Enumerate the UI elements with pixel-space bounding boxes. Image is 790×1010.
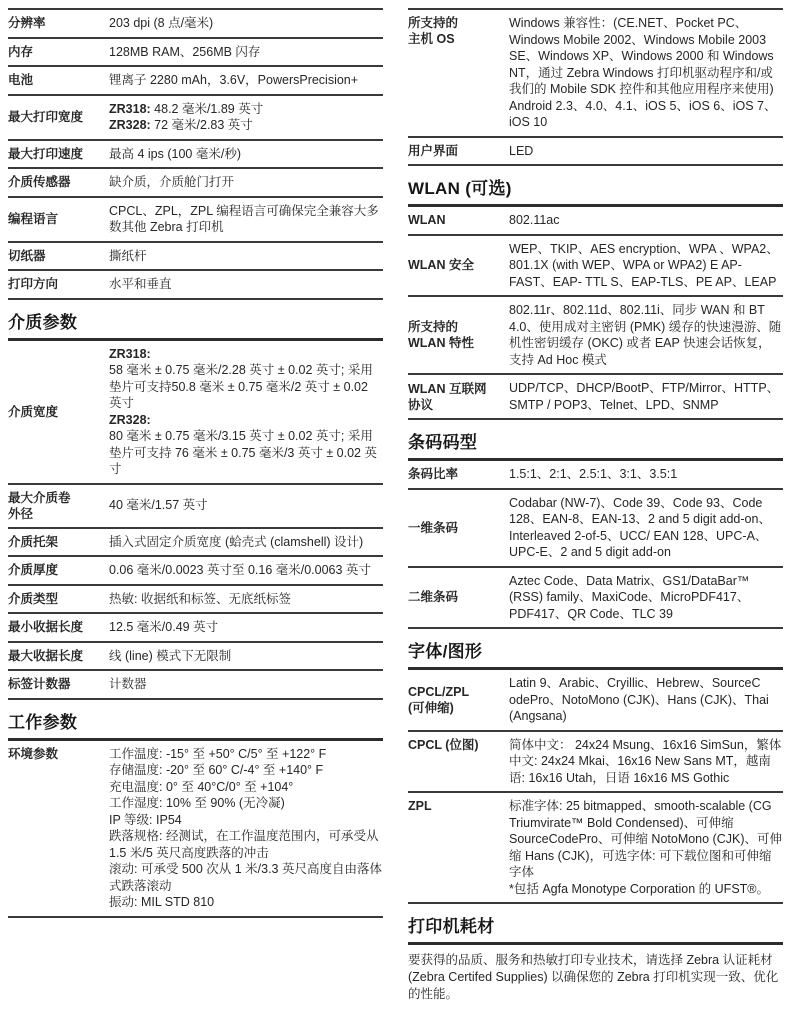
spec-row (408, 670, 783, 732)
spec-value-line (109, 412, 383, 429)
spec-value-text: WEP、TKIP、AES encryption、WPA 、WPA2、801.1X (with WEP、WPA or WPA2) E AP- FAST、EAP- TTL S、EAP-TLS、PE AP、LEAP (509, 241, 779, 289)
spec-table (408, 670, 783, 904)
spec-value-text: Aztec Code、Data Matrix、GS1/DataBar™ (RSS) family、MaxiCode、MicroPDF417、PDF417、QR Code、TLC 39 (509, 573, 750, 621)
spec-value-text: 203 dpi (8 点/毫米) (109, 16, 214, 30)
spec-label-line: CPCL/ZPL (408, 684, 470, 699)
spec-value-text: 80 毫米 ± 0.75 毫米/3.15 英寸 ± 0.02 英寸; 采用垫片可支持 76 毫米 ± 0.75 毫米/3 英寸 ± 0.02 英寸 (109, 429, 377, 476)
spec-value (109, 203, 383, 236)
spec-value-line (109, 101, 383, 118)
spec-row (408, 732, 783, 794)
spec-value-line (509, 675, 783, 725)
spec-value (509, 302, 783, 368)
spec-label (408, 684, 509, 716)
spec-label (408, 381, 509, 413)
spec-label-line: 切纸器 (8, 248, 46, 263)
spec-label-line: CPCL (位图) (408, 737, 479, 752)
spec-label (8, 72, 109, 88)
spec-value (109, 174, 383, 191)
spec-value-text: 72 毫米/2.83 英寸 (150, 118, 253, 132)
spec-value-text: 58 毫米 ± 0.75 毫米/2.28 英寸 ± 0.02 英寸; 采用垫片可支持50.8 毫米 ± 0.75 毫米/2 英寸 ± 0.02 英寸 (109, 363, 373, 410)
spec-label-line: 一维条码 (408, 520, 459, 535)
spec-value-text: IP 等级: IP54 (109, 812, 182, 827)
spec-value-line (109, 762, 383, 779)
spec-row (408, 793, 783, 904)
spec-label (408, 798, 509, 814)
spec-label (408, 319, 509, 351)
spec-table (408, 8, 783, 166)
spec-value-text: *包括 Agfa Monotype Corporation 的 UFST®。 (509, 881, 769, 896)
spec-label-line: 二维条码 (408, 590, 459, 605)
spec-label-line: 主机 OS (408, 32, 455, 46)
spec-table (8, 8, 383, 300)
spec-label-line: 介质类型 (8, 591, 59, 606)
spec-value-line (109, 276, 383, 293)
spec-label-line: 外径 (8, 506, 34, 521)
spec-label-line: WLAN (408, 213, 446, 228)
spec-row (8, 643, 383, 672)
spec-label-line: 所支持的 (408, 320, 459, 334)
spec-value-text: Codabar (NW-7)、Code 39、Code 93、Code 128、EAN-8、EAN-13、2 and 5 digit add-on、Interleaved 2-of-5、UCC/ EAN 128、UPC-A、UPC-E、2 and 5 digit add-on (509, 495, 771, 559)
spec-value-text: 滚动: 可承受 500 次从 1 米/3.3 英尺高度自由落体式跌落滚动 (109, 862, 382, 893)
spec-label (408, 143, 509, 159)
spec-value-line (109, 894, 383, 911)
spec-value-text: 缺介质，介质舱门打开 (109, 175, 235, 189)
spec-label-line: 介质托架 (8, 534, 59, 549)
spec-value-line (109, 44, 383, 61)
spec-value-line (109, 676, 383, 693)
spec-row (8, 485, 383, 529)
spec-label (8, 109, 109, 125)
spec-label (8, 276, 109, 292)
spec-value-line (109, 72, 383, 89)
spec-label (8, 490, 109, 522)
spec-row (8, 671, 383, 700)
spec-value-line (109, 117, 383, 134)
spec-value-line (109, 497, 383, 514)
spec-value (109, 562, 383, 579)
spec-value-line (509, 573, 783, 623)
spec-value-text: 工作温度: -15° 至 +50° C/5° 至 +122° F (109, 746, 327, 761)
spec-row (408, 297, 783, 375)
spec-value-line (109, 828, 383, 861)
spec-label-line: 所支持的 (408, 16, 459, 30)
spec-value-line (109, 15, 383, 32)
spec-table (8, 741, 383, 918)
spec-label-line: 内存 (8, 44, 34, 59)
spec-label (8, 248, 109, 264)
spec-value-line (109, 174, 383, 191)
spec-value-line (109, 534, 383, 551)
spec-value-line (509, 737, 783, 787)
spec-label-line: 最小收据长度 (8, 620, 84, 635)
spec-table (408, 461, 783, 629)
spec-label (408, 737, 509, 753)
spec-value (509, 241, 783, 291)
spec-value (109, 72, 383, 89)
spec-value-text: 锂离子 2280 mAh，3.6V，PowersPrecision+ (109, 73, 359, 87)
spec-label (8, 146, 109, 162)
spec-value-line (509, 380, 783, 413)
spec-value-line (509, 881, 783, 898)
spec-label (8, 619, 109, 635)
spec-value-text: 插入式固定介质宽度 (蛤壳式 (clamshell) 设计) (109, 534, 364, 549)
spec-label (8, 404, 109, 420)
spec-value-line (109, 746, 383, 763)
spec-value-text: Windows 兼容性：(CE.NET、Pocket PC、Windows Mobile 2002、Windows Mobile 2003 SE、Windows XP、Windows 2000 和 Windows NT，通过 Zebra Windows 打印机驱动程序和/或我们的 Mobile SDK 控件和其他应用程序来使用) Android 2.3、4.0、4.1、iOS 5、iOS 6、iOS 7、iOS 10 (509, 16, 777, 129)
spec-value-text: 撕纸杆 (109, 248, 147, 263)
spec-value (509, 466, 783, 483)
spec-value-text: 802.11r、802.11d、802.11i、同步 WAN 和 BT 4.0、使用成对主密钥 (PMK) 缓存的快速漫游、随机性密钥缓存 (OKC) 或者 EAP 快速会话恢复，支持 Ad Hoc 模式 (509, 303, 782, 367)
right-column (408, 8, 783, 1010)
spec-value (509, 15, 783, 131)
spec-value-line (509, 212, 783, 229)
spec-value-text: 线 (line) 模式下无限制 (109, 648, 232, 663)
spec-row (8, 341, 383, 485)
spec-value (109, 534, 383, 551)
spec-label-line: 最大打印速度 (8, 146, 84, 161)
spec-value (109, 648, 383, 665)
spec-value (509, 573, 783, 623)
spec-row (8, 271, 383, 300)
spec-value (109, 15, 383, 32)
spec-label (8, 591, 109, 607)
section-header: 工作参数 (8, 700, 383, 741)
spec-value-text: 充电温度: 0° 至 40°C/0° 至 +104° (109, 779, 294, 794)
spec-label-line: 用户界面 (408, 143, 459, 158)
spec-value-line (509, 302, 783, 368)
spec-value-text: 最高 4 ips (100 毫米/秒) (109, 146, 241, 161)
spec-label-line: ZPL (408, 799, 432, 813)
spec-value-text: 存储温度: -20° 至 60° C/-4° 至 +140° F (109, 763, 324, 777)
spec-value-text: 跌落规格: 经测试，在工作温度范围内，可承受从 1.5 米/5 英尺高度跌落的冲击 (109, 829, 379, 860)
spec-value-line (109, 248, 383, 265)
spec-value-bold: ZR328: (109, 412, 151, 427)
spec-value-text: 简体中文： 24x24 Msung、16x16 SimSun，繁体中文: 24x24 Mkai、16x16 New Sans MT，越南语: 16x16 Utah，日语 16x16 MS Gothic (509, 737, 782, 785)
spec-value-text: CPCL、ZPL，ZPL 编程语言可确保完全兼容大多数其他 Zebra 打印机 (109, 203, 379, 234)
spec-value (509, 675, 783, 725)
spec-value (109, 146, 383, 163)
spec-value (509, 495, 783, 561)
spec-value-text: LED (509, 143, 534, 158)
spec-row (8, 169, 383, 198)
spec-value (509, 212, 783, 229)
spec-value-text: 40 毫米/1.57 英寸 (109, 498, 208, 513)
spec-row (408, 10, 783, 138)
spec-value-line (109, 812, 383, 829)
spec-row (408, 461, 783, 490)
spec-label-line: 协议 (408, 397, 434, 412)
spec-value-text: 计数器 (109, 677, 147, 691)
spec-row (408, 568, 783, 630)
spec-value-line (109, 203, 383, 236)
spec-row (408, 236, 783, 298)
section-header: WLAN (可选) (408, 166, 783, 207)
spec-label (8, 562, 109, 578)
spec-value (109, 346, 383, 478)
spec-value (109, 676, 383, 693)
spec-value-line (509, 241, 783, 291)
spec-label (8, 44, 109, 60)
spec-label-line: 介质宽度 (8, 404, 59, 419)
spec-value-line (509, 495, 783, 561)
spec-label-line: 最大打印宽度 (8, 110, 84, 124)
spec-row (8, 741, 383, 918)
spec-value-bold: ZR328: (109, 118, 151, 132)
spec-value-text: 振动: MIL STD 810 (109, 895, 215, 909)
section-header: 字体/图形 (408, 629, 783, 670)
left-column (8, 8, 383, 1010)
spec-label-line: 条码比率 (408, 467, 459, 482)
spec-value-text: 0.06 毫米/0.0023 英寸至 0.16 毫米/0.0063 英寸 (109, 563, 371, 577)
spec-value-line (109, 779, 383, 796)
spec-label-line: 分辨率 (8, 16, 46, 31)
spec-value (109, 497, 383, 514)
spec-label (8, 174, 109, 190)
spec-value (109, 746, 383, 911)
spec-label-line: 环境参数 (8, 746, 59, 761)
spec-table (408, 207, 783, 420)
spec-value (109, 248, 383, 265)
spec-value-line (109, 591, 383, 608)
spec-value-text: 128MB RAM、256MB 闪存 (109, 44, 261, 59)
spec-label-line: (可伸缩) (408, 700, 454, 715)
spec-value-text: 热敏: 收据纸和标签、无底纸标签 (109, 591, 291, 606)
spec-value-line (509, 798, 783, 881)
spec-label-line: 介质厚度 (8, 563, 59, 578)
spec-label-line: 最大介质卷 (8, 490, 71, 505)
spec-row (8, 10, 383, 39)
section-header: 条码码型 (408, 420, 783, 461)
spec-value-line (109, 648, 383, 665)
spec-value-text: 1.5:1、2:1、2.5:1、3:1、3.5:1 (509, 467, 678, 481)
spec-label (408, 257, 509, 273)
spec-value-line (109, 795, 383, 812)
spec-table (8, 341, 383, 700)
section-paragraph: 要获得的品质、服务和热敏打印专业技术，请选择 Zebra 认证耗材 (Zebra Certifed Supplies) 以确保您的 Zebra 打印机实现一致、优化的性能。 (408, 953, 779, 1001)
spec-label-line: WLAN 互联网 (408, 381, 487, 396)
spec-row (8, 529, 383, 558)
spec-value-line (109, 861, 383, 894)
spec-value-text: Latin 9、Arabic、Cryillic、Hebrew、SourceC odePro、NotoMono (CJK)、Hans (CJK)、Thai (Angsana) (509, 676, 769, 723)
spec-value-text: 48.2 毫米/1.89 英寸 (150, 101, 264, 116)
spec-row (8, 67, 383, 96)
spec-label-line: 介质传感器 (8, 175, 71, 190)
spec-row (8, 198, 383, 243)
spec-value-line (509, 466, 783, 483)
spec-label (8, 15, 109, 31)
spec-label (408, 466, 509, 482)
spec-label-line: 标签计数器 (8, 677, 71, 692)
spec-label (8, 534, 109, 550)
spec-value-bold: ZR318: (109, 346, 151, 361)
spec-value (109, 101, 383, 134)
spec-value-text: UDP/TCP、DHCP/BootP、FTP/Mirror、HTTP、SMTP / POP3、Telnet、LPD、SNMP (509, 381, 780, 412)
spec-row (8, 586, 383, 615)
spec-value (109, 276, 383, 293)
spec-value-line (109, 562, 383, 579)
spec-row (8, 39, 383, 68)
spec-label (408, 520, 509, 536)
spec-value-line (109, 346, 383, 363)
spec-value (509, 798, 783, 897)
spec-label-line: 电池 (8, 73, 34, 88)
spec-value-text: 水平和垂直 (109, 277, 172, 291)
spec-value-line (109, 619, 383, 636)
section-header: 打印机耗材 (408, 904, 783, 945)
spec-value (109, 591, 383, 608)
spec-value (109, 619, 383, 636)
section-header: 介质参数 (8, 300, 383, 341)
spec-row (8, 141, 383, 170)
spec-value (109, 44, 383, 61)
spec-value-text: 802.11ac (509, 213, 560, 227)
spec-label-line: 打印方向 (8, 277, 59, 292)
spec-value-text: 工作湿度: 10% 至 90% (无冷凝) (109, 796, 285, 810)
spec-row (8, 96, 383, 141)
spec-row (408, 490, 783, 568)
spec-label-line: 最大收据长度 (8, 648, 84, 663)
spec-label (8, 676, 109, 692)
spec-value-text: 标准字体: 25 bitmapped、smooth-scalable (CG Triumvirate™ Bold Condensed)、可伸缩 SourceCodePro、可伸缩 NotoMono (CJK)、可伸缩 Hans (CJK)，可选字体: 可下载位图和可伸缩字体 (509, 799, 782, 879)
spec-label-line: 编程语言 (8, 212, 59, 226)
spec-value (509, 737, 783, 787)
spec-label (408, 589, 509, 605)
spec-value-line (509, 15, 783, 131)
spec-row (8, 243, 383, 272)
spec-label (8, 746, 109, 762)
spec-row (408, 138, 783, 167)
spec-value (509, 143, 783, 160)
spec-value-line (509, 143, 783, 160)
spec-label (8, 648, 109, 664)
spec-columns (8, 8, 782, 1010)
spec-label (408, 212, 509, 228)
spec-row (408, 375, 783, 420)
spec-row (408, 207, 783, 236)
spec-label (8, 211, 109, 227)
spec-value-line (109, 362, 383, 412)
spec-value-line (109, 428, 383, 478)
spec-value (509, 380, 783, 413)
spec-value-bold: ZR318: (109, 101, 151, 116)
spec-label-line: WLAN 安全 (408, 258, 474, 273)
spec-label (408, 15, 509, 47)
spec-value-line (109, 146, 383, 163)
spec-label-line: WLAN 特性 (408, 336, 474, 350)
spec-row (8, 614, 383, 643)
spec-value-text: 12.5 毫米/0.49 英寸 (109, 620, 219, 634)
spec-row (8, 557, 383, 586)
